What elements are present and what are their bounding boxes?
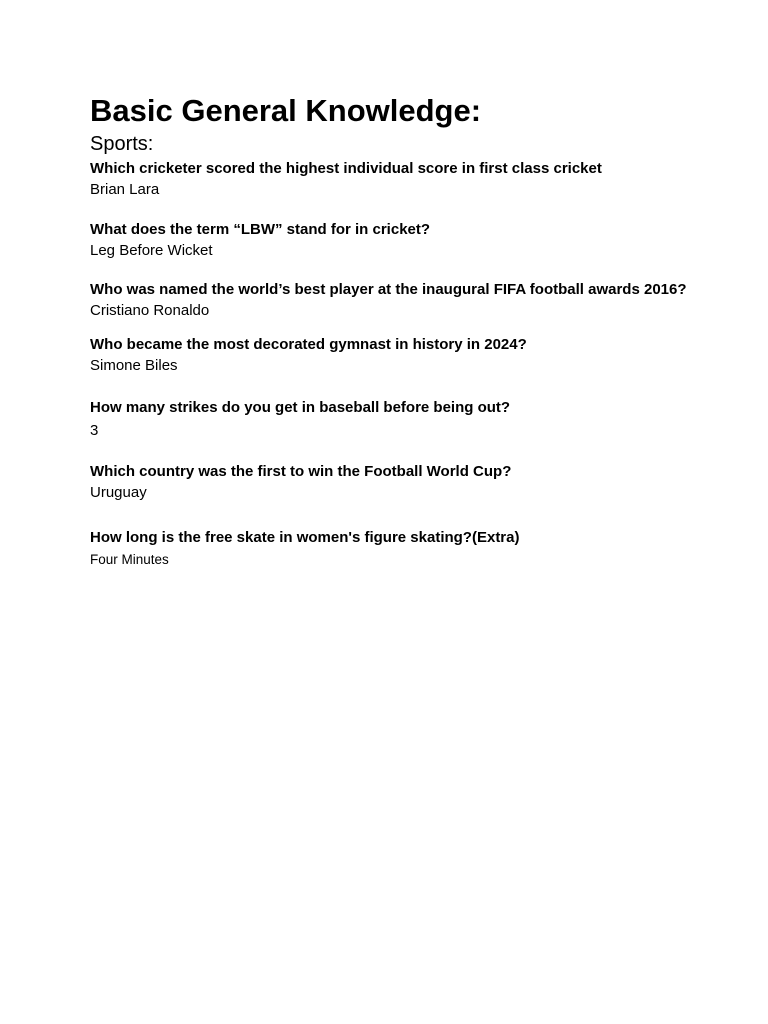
question-text: What does the term “LBW” stand for in cricket? [90, 221, 431, 238]
qa-item [90, 461, 690, 503]
answer-text: Cristiano Ronaldo [90, 302, 210, 319]
question-text: Which country was the first to win the Football World Cup? [90, 463, 512, 480]
section-heading: Sports: [90, 133, 154, 155]
answer-text: Leg Before Wicket [90, 242, 213, 259]
qa-item [90, 334, 690, 376]
answer-text: Four Minutes [90, 552, 169, 567]
qa-item [90, 158, 690, 200]
answer-text: Simone Biles [90, 357, 178, 374]
answer-text: Brian Lara [90, 181, 160, 198]
question-text: How long is the free skate in women's figure skating?(Extra) [90, 529, 520, 546]
answer-text: 3 [90, 422, 99, 439]
question-text: Which cricketer scored the highest individual score in first class cricket [90, 160, 602, 177]
answer-text: Uruguay [90, 484, 147, 501]
question-text: How many strikes do you get in baseball before being out? [90, 399, 511, 416]
qa-item [90, 219, 690, 261]
qa-item [90, 527, 690, 570]
document-title: Basic General Knowledge: [90, 93, 482, 128]
question-text: Who became the most decorated gymnast in history in 2024? [90, 336, 527, 353]
qa-item [90, 397, 690, 441]
qa-item [90, 279, 690, 321]
document-page [90, 92, 690, 570]
question-text: Who was named the world’s best player at the inaugural FIFA football awards 2016? [90, 281, 687, 298]
